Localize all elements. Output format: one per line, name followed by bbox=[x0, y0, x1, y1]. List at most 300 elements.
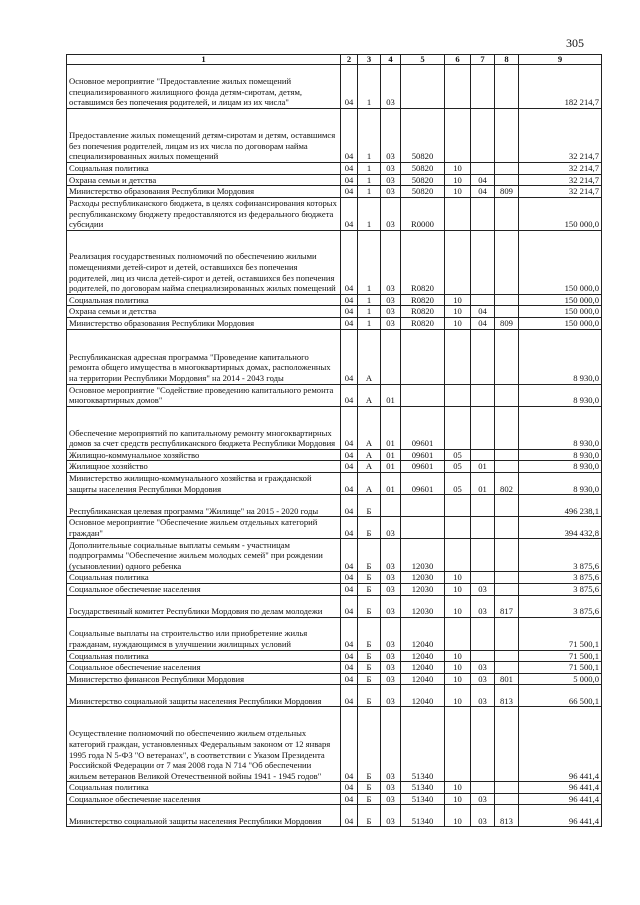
row-amount-cell: 71 500,1 bbox=[519, 662, 602, 674]
header-cell: 2 bbox=[341, 55, 358, 65]
row-code-cell bbox=[401, 329, 445, 384]
row-name-cell: Предоставление жилых помещений детям-сиротам и детям, оставшимся без попечения родителей, лицам из их числа по договорам найма специализированных жилых помещений bbox=[67, 109, 341, 163]
row-code-cell bbox=[471, 163, 495, 175]
row-code-cell: 12040 bbox=[401, 673, 445, 685]
row-code-cell: 12030 bbox=[401, 539, 445, 572]
row-code-cell: 12040 bbox=[401, 662, 445, 674]
row-code-cell: 03 bbox=[381, 685, 401, 707]
table-row bbox=[67, 197, 602, 230]
table-row bbox=[67, 230, 602, 294]
table-row bbox=[67, 329, 602, 384]
row-code-cell bbox=[495, 662, 519, 674]
row-code-cell bbox=[495, 461, 519, 473]
row-code-cell: 03 bbox=[471, 685, 495, 707]
row-code-cell: 05 bbox=[445, 472, 471, 494]
row-code-cell bbox=[495, 65, 519, 109]
budget-table bbox=[66, 54, 602, 827]
row-code-cell: 09601 bbox=[401, 449, 445, 461]
row-code-cell: 01 bbox=[381, 449, 401, 461]
row-code-cell bbox=[401, 65, 445, 109]
row-amount-cell: 182 214,7 bbox=[519, 65, 602, 109]
row-code-cell bbox=[495, 539, 519, 572]
row-code-cell bbox=[445, 495, 471, 517]
row-code-cell: 809 bbox=[495, 317, 519, 329]
row-code-cell bbox=[445, 230, 471, 294]
row-code-cell bbox=[495, 650, 519, 662]
table-row bbox=[67, 595, 602, 617]
row-code-cell bbox=[495, 495, 519, 517]
table-row bbox=[67, 793, 602, 805]
row-code-cell bbox=[445, 517, 471, 539]
row-code-cell: Б bbox=[358, 495, 381, 517]
row-code-cell bbox=[471, 294, 495, 306]
table-row bbox=[67, 461, 602, 473]
row-name-cell: Основное мероприятие "Предоставление жилых помещений специализированного жилищного фонда детям-сиротам, детям, оставшимся без попечения родителей, и лицам из их числа" bbox=[67, 65, 341, 109]
row-code-cell: 09601 bbox=[401, 406, 445, 449]
row-code-cell: Б bbox=[358, 662, 381, 674]
row-code-cell: 04 bbox=[341, 650, 358, 662]
row-code-cell bbox=[495, 707, 519, 782]
row-code-cell: 03 bbox=[471, 805, 495, 827]
row-code-cell: Б bbox=[358, 650, 381, 662]
row-code-cell bbox=[495, 306, 519, 318]
row-code-cell bbox=[495, 197, 519, 230]
row-code-cell: А bbox=[358, 406, 381, 449]
row-code-cell: Б bbox=[358, 595, 381, 617]
row-code-cell: 03 bbox=[381, 306, 401, 318]
row-code-cell: 03 bbox=[381, 595, 401, 617]
row-code-cell: 10 bbox=[445, 306, 471, 318]
table-row bbox=[67, 449, 602, 461]
header-cell: 9 bbox=[519, 55, 602, 65]
row-code-cell: 817 bbox=[495, 595, 519, 617]
row-code-cell bbox=[471, 495, 495, 517]
row-code-cell: 1 bbox=[358, 306, 381, 318]
header-cell: 1 bbox=[67, 55, 341, 65]
table-row bbox=[67, 707, 602, 782]
row-code-cell: 04 bbox=[341, 617, 358, 650]
row-code-cell bbox=[471, 572, 495, 584]
row-code-cell bbox=[445, 617, 471, 650]
row-code-cell: 04 bbox=[471, 306, 495, 318]
row-code-cell: 01 bbox=[381, 461, 401, 473]
row-name-cell: Социальное обеспечение населения bbox=[67, 793, 341, 805]
row-amount-cell: 32 214,7 bbox=[519, 186, 602, 198]
row-code-cell: 1 bbox=[358, 174, 381, 186]
row-code-cell: 1 bbox=[358, 317, 381, 329]
row-code-cell: 03 bbox=[381, 572, 401, 584]
row-amount-cell: 3 875,6 bbox=[519, 572, 602, 584]
row-amount-cell: 71 500,1 bbox=[519, 617, 602, 650]
row-code-cell: R0820 bbox=[401, 317, 445, 329]
row-amount-cell: 32 214,7 bbox=[519, 174, 602, 186]
row-name-cell: Дополнительные социальные выплаты семьям - участницам подпрограммы "Обеспечение жильем молодых семей" при рождении (усыновлении) одного ребенка bbox=[67, 539, 341, 572]
row-code-cell: 10 bbox=[445, 583, 471, 595]
row-code-cell: 50820 bbox=[401, 174, 445, 186]
row-code-cell: 04 bbox=[341, 583, 358, 595]
row-amount-cell: 32 214,7 bbox=[519, 163, 602, 175]
row-code-cell: Б bbox=[358, 572, 381, 584]
row-name-cell: Социальные выплаты на строительство или приобретение жилья гражданам, нуждающимся в улучшении жилищных условий bbox=[67, 617, 341, 650]
row-code-cell: 1 bbox=[358, 197, 381, 230]
row-code-cell: 51340 bbox=[401, 805, 445, 827]
row-code-cell: 04 bbox=[341, 449, 358, 461]
row-code-cell: Б bbox=[358, 805, 381, 827]
row-code-cell: 1 bbox=[358, 230, 381, 294]
table-row bbox=[67, 572, 602, 584]
row-code-cell: 04 bbox=[341, 306, 358, 318]
row-code-cell: 04 bbox=[341, 461, 358, 473]
row-code-cell bbox=[471, 782, 495, 794]
row-code-cell: 50820 bbox=[401, 109, 445, 163]
row-code-cell: 809 bbox=[495, 186, 519, 198]
row-code-cell bbox=[445, 329, 471, 384]
row-code-cell: 1 bbox=[358, 163, 381, 175]
table-row bbox=[67, 294, 602, 306]
row-code-cell: 04 bbox=[341, 495, 358, 517]
row-code-cell bbox=[471, 617, 495, 650]
row-name-cell: Республиканская целевая программа "Жилище" на 2015 - 2020 годы bbox=[67, 495, 341, 517]
row-code-cell: 03 bbox=[381, 583, 401, 595]
row-code-cell: 04 bbox=[341, 793, 358, 805]
row-code-cell: 51340 bbox=[401, 782, 445, 794]
row-code-cell: 03 bbox=[381, 197, 401, 230]
row-code-cell: 813 bbox=[495, 805, 519, 827]
row-name-cell: Социальная политика bbox=[67, 163, 341, 175]
row-code-cell: 801 bbox=[495, 673, 519, 685]
header-cell: 5 bbox=[401, 55, 445, 65]
row-code-cell: 04 bbox=[341, 406, 358, 449]
row-code-cell: R0000 bbox=[401, 197, 445, 230]
row-name-cell: Социальная политика bbox=[67, 294, 341, 306]
row-code-cell bbox=[495, 109, 519, 163]
row-code-cell bbox=[445, 406, 471, 449]
row-code-cell bbox=[381, 495, 401, 517]
row-code-cell: 03 bbox=[381, 707, 401, 782]
row-code-cell: 51340 bbox=[401, 793, 445, 805]
row-name-cell: Министерство финансов Республики Мордовия bbox=[67, 673, 341, 685]
row-amount-cell: 3 875,6 bbox=[519, 539, 602, 572]
row-code-cell: 04 bbox=[341, 163, 358, 175]
row-code-cell: 03 bbox=[381, 163, 401, 175]
row-code-cell bbox=[495, 572, 519, 584]
row-code-cell: 03 bbox=[381, 65, 401, 109]
row-code-cell: 03 bbox=[471, 595, 495, 617]
row-code-cell: 50820 bbox=[401, 186, 445, 198]
row-code-cell bbox=[401, 517, 445, 539]
row-name-cell: Реализация государственных полномочий по обеспечению жилыми помещениями детей-сирот и детей, оставшихся без попечения родителей, лиц из числа детей-сирот и детей, оставшихся без попечения родителей, по договорам найма специализированных жилых помещений bbox=[67, 230, 341, 294]
row-code-cell: А bbox=[358, 449, 381, 461]
header-cell: 7 bbox=[471, 55, 495, 65]
row-code-cell: 09601 bbox=[401, 461, 445, 473]
row-code-cell bbox=[471, 384, 495, 406]
table-row bbox=[67, 539, 602, 572]
row-code-cell: R0820 bbox=[401, 230, 445, 294]
row-code-cell: 1 bbox=[358, 65, 381, 109]
row-code-cell bbox=[471, 539, 495, 572]
row-code-cell: 1 bbox=[358, 294, 381, 306]
row-name-cell: Министерство социальной защиты населения Республики Мордовия bbox=[67, 685, 341, 707]
row-code-cell: 04 bbox=[341, 186, 358, 198]
row-name-cell: Основное мероприятие "Содействие проведению капитального ремонта многоквартирных домов" bbox=[67, 384, 341, 406]
row-code-cell bbox=[471, 449, 495, 461]
row-code-cell: 03 bbox=[471, 583, 495, 595]
row-amount-cell: 496 238,1 bbox=[519, 495, 602, 517]
row-amount-cell: 71 500,1 bbox=[519, 650, 602, 662]
header-cell: 8 bbox=[495, 55, 519, 65]
row-code-cell: 04 bbox=[341, 384, 358, 406]
table-row bbox=[67, 174, 602, 186]
row-amount-cell: 150 000,0 bbox=[519, 197, 602, 230]
row-amount-cell: 96 441,4 bbox=[519, 805, 602, 827]
row-code-cell: 04 bbox=[341, 673, 358, 685]
row-amount-cell: 8 930,0 bbox=[519, 329, 602, 384]
row-code-cell: 04 bbox=[341, 317, 358, 329]
row-name-cell: Республиканская адресная программа "Проведение капитального ремонта общего имущества в многоквартирных домах, расположенных на территории Республики Мордовия" на 2014 - 2043 годы bbox=[67, 329, 341, 384]
row-code-cell: 03 bbox=[381, 539, 401, 572]
row-code-cell: 03 bbox=[381, 186, 401, 198]
table-row bbox=[67, 673, 602, 685]
row-code-cell: 03 bbox=[381, 617, 401, 650]
row-code-cell bbox=[471, 329, 495, 384]
row-code-cell bbox=[471, 406, 495, 449]
row-code-cell: Б bbox=[358, 793, 381, 805]
row-code-cell: Б bbox=[358, 782, 381, 794]
row-code-cell: 12040 bbox=[401, 650, 445, 662]
row-name-cell: Министерство образования Республики Мордовия bbox=[67, 186, 341, 198]
row-code-cell: 04 bbox=[341, 572, 358, 584]
row-code-cell bbox=[471, 517, 495, 539]
table-row bbox=[67, 662, 602, 674]
row-code-cell: 10 bbox=[445, 317, 471, 329]
row-code-cell bbox=[471, 650, 495, 662]
row-code-cell: 03 bbox=[381, 650, 401, 662]
row-code-cell bbox=[495, 517, 519, 539]
row-code-cell: А bbox=[358, 472, 381, 494]
row-code-cell: 05 bbox=[445, 461, 471, 473]
row-code-cell: 813 bbox=[495, 685, 519, 707]
row-name-cell: Министерство жилищно-коммунального хозяйства и гражданской защиты населения Республики Мордовия bbox=[67, 472, 341, 494]
row-code-cell: 10 bbox=[445, 673, 471, 685]
row-code-cell: 10 bbox=[445, 685, 471, 707]
row-code-cell bbox=[381, 329, 401, 384]
row-code-cell bbox=[471, 197, 495, 230]
row-code-cell: А bbox=[358, 329, 381, 384]
row-code-cell: 12030 bbox=[401, 572, 445, 584]
row-code-cell: 10 bbox=[445, 572, 471, 584]
row-code-cell bbox=[495, 294, 519, 306]
page-number: 305 bbox=[566, 36, 584, 50]
row-code-cell: 10 bbox=[445, 662, 471, 674]
row-code-cell bbox=[495, 406, 519, 449]
row-amount-cell: 394 432,8 bbox=[519, 517, 602, 539]
row-code-cell bbox=[445, 539, 471, 572]
row-code-cell: R0820 bbox=[401, 294, 445, 306]
row-code-cell bbox=[401, 495, 445, 517]
row-name-cell: Государственный комитет Республики Мордовия по делам молодежи bbox=[67, 595, 341, 617]
row-amount-cell: 8 930,0 bbox=[519, 406, 602, 449]
row-code-cell: 04 bbox=[341, 174, 358, 186]
row-name-cell: Охрана семьи и детства bbox=[67, 306, 341, 318]
row-code-cell: 03 bbox=[381, 793, 401, 805]
row-code-cell: 03 bbox=[381, 109, 401, 163]
row-code-cell: 05 bbox=[445, 449, 471, 461]
row-code-cell: 01 bbox=[381, 406, 401, 449]
row-amount-cell: 8 930,0 bbox=[519, 472, 602, 494]
row-code-cell: 03 bbox=[381, 294, 401, 306]
row-code-cell: 03 bbox=[471, 662, 495, 674]
row-code-cell: 50820 bbox=[401, 163, 445, 175]
row-code-cell bbox=[471, 65, 495, 109]
row-code-cell: 09601 bbox=[401, 472, 445, 494]
row-code-cell: 01 bbox=[471, 461, 495, 473]
table-row bbox=[67, 805, 602, 827]
row-amount-cell: 150 000,0 bbox=[519, 230, 602, 294]
table-row bbox=[67, 109, 602, 163]
row-code-cell: 03 bbox=[381, 673, 401, 685]
row-code-cell: 04 bbox=[341, 805, 358, 827]
row-code-cell: 1 bbox=[358, 186, 381, 198]
row-code-cell: 03 bbox=[381, 174, 401, 186]
row-code-cell bbox=[495, 384, 519, 406]
table-row bbox=[67, 406, 602, 449]
row-code-cell: 10 bbox=[445, 294, 471, 306]
row-name-cell: Жилищно-коммунальное хозяйство bbox=[67, 449, 341, 461]
row-name-cell: Жилищное хозяйство bbox=[67, 461, 341, 473]
row-code-cell: 03 bbox=[381, 517, 401, 539]
row-code-cell: 10 bbox=[445, 186, 471, 198]
header-cell: 6 bbox=[445, 55, 471, 65]
row-code-cell: Б bbox=[358, 685, 381, 707]
row-code-cell: Б bbox=[358, 617, 381, 650]
row-code-cell: А bbox=[358, 384, 381, 406]
row-code-cell: Б bbox=[358, 583, 381, 595]
row-name-cell: Социальное обеспечение населения bbox=[67, 662, 341, 674]
row-code-cell bbox=[495, 163, 519, 175]
row-code-cell bbox=[445, 384, 471, 406]
row-name-cell: Социальное обеспечение населения bbox=[67, 583, 341, 595]
row-code-cell: 04 bbox=[341, 782, 358, 794]
row-code-cell: Б bbox=[358, 517, 381, 539]
row-code-cell: Б bbox=[358, 673, 381, 685]
table-row bbox=[67, 306, 602, 318]
row-code-cell: 10 bbox=[445, 174, 471, 186]
row-amount-cell: 3 875,6 bbox=[519, 583, 602, 595]
row-name-cell: Основное мероприятие "Обеспечение жильем отдельных категорий граждан" bbox=[67, 517, 341, 539]
row-amount-cell: 96 441,4 bbox=[519, 782, 602, 794]
row-code-cell: 03 bbox=[471, 793, 495, 805]
row-code-cell: 01 bbox=[471, 472, 495, 494]
row-code-cell bbox=[445, 65, 471, 109]
row-name-cell: Социальная политика bbox=[67, 572, 341, 584]
row-code-cell: Б bbox=[358, 707, 381, 782]
row-name-cell: Обеспечение мероприятий по капитальному ремонту многоквартирных домов за счет средств республиканского бюджета Республики Мордовия bbox=[67, 406, 341, 449]
row-code-cell: 04 bbox=[341, 294, 358, 306]
table-row bbox=[67, 186, 602, 198]
row-code-cell: 10 bbox=[445, 163, 471, 175]
row-code-cell: 04 bbox=[341, 230, 358, 294]
row-code-cell bbox=[495, 230, 519, 294]
row-code-cell: 12030 bbox=[401, 595, 445, 617]
row-name-cell: Социальная политика bbox=[67, 782, 341, 794]
row-code-cell: 12040 bbox=[401, 685, 445, 707]
row-code-cell bbox=[495, 449, 519, 461]
row-code-cell bbox=[401, 384, 445, 406]
row-code-cell: 04 bbox=[341, 662, 358, 674]
table-row bbox=[67, 685, 602, 707]
row-code-cell: 10 bbox=[445, 793, 471, 805]
row-code-cell: R0820 bbox=[401, 306, 445, 318]
table-row bbox=[67, 65, 602, 109]
row-code-cell bbox=[495, 617, 519, 650]
row-code-cell: 04 bbox=[341, 707, 358, 782]
row-code-cell: 12040 bbox=[401, 617, 445, 650]
row-name-cell: Министерство образования Республики Мордовия bbox=[67, 317, 341, 329]
row-code-cell: 04 bbox=[341, 539, 358, 572]
row-amount-cell: 5 000,0 bbox=[519, 673, 602, 685]
row-amount-cell: 96 441,4 bbox=[519, 707, 602, 782]
row-amount-cell: 8 930,0 bbox=[519, 449, 602, 461]
row-name-cell: Осуществление полномочий по обеспечению жильем отдельных категорий граждан, установленных Федеральным законом от 12 января 1995 года N 5-ФЗ "О ветеранах", в соответствии с Указом Президента Российской Федерации от 7 мая 2008 года N 714 "Об обеспечении жильем ветеранов Великой Отечественной войны 1941 - 1945 годов" bbox=[67, 707, 341, 782]
row-code-cell: 04 bbox=[341, 517, 358, 539]
header-cell: 4 bbox=[381, 55, 401, 65]
row-code-cell: 04 bbox=[471, 317, 495, 329]
row-code-cell: 04 bbox=[341, 109, 358, 163]
table-row bbox=[67, 317, 602, 329]
row-name-cell: Охрана семьи и детства bbox=[67, 174, 341, 186]
row-code-cell: 03 bbox=[381, 230, 401, 294]
table-row bbox=[67, 163, 602, 175]
row-code-cell: 04 bbox=[341, 197, 358, 230]
row-amount-cell: 8 930,0 bbox=[519, 461, 602, 473]
row-code-cell: 01 bbox=[381, 472, 401, 494]
row-code-cell: 802 bbox=[495, 472, 519, 494]
row-name-cell: Социальная политика bbox=[67, 650, 341, 662]
row-code-cell: 01 bbox=[381, 384, 401, 406]
table-row bbox=[67, 495, 602, 517]
row-amount-cell: 66 500,1 bbox=[519, 685, 602, 707]
row-code-cell: 04 bbox=[471, 174, 495, 186]
table-row bbox=[67, 650, 602, 662]
row-code-cell: 10 bbox=[445, 782, 471, 794]
table-row bbox=[67, 617, 602, 650]
table-row bbox=[67, 472, 602, 494]
row-amount-cell: 150 000,0 bbox=[519, 306, 602, 318]
row-code-cell: 04 bbox=[341, 472, 358, 494]
row-amount-cell: 150 000,0 bbox=[519, 294, 602, 306]
row-code-cell bbox=[495, 583, 519, 595]
row-code-cell: 04 bbox=[341, 685, 358, 707]
row-code-cell: 03 bbox=[381, 662, 401, 674]
row-code-cell bbox=[495, 793, 519, 805]
row-amount-cell: 32 214,7 bbox=[519, 109, 602, 163]
row-code-cell bbox=[471, 109, 495, 163]
table-row bbox=[67, 517, 602, 539]
row-code-cell: 12030 bbox=[401, 583, 445, 595]
row-code-cell: 03 bbox=[471, 673, 495, 685]
row-code-cell bbox=[495, 329, 519, 384]
row-code-cell bbox=[471, 230, 495, 294]
row-code-cell: 1 bbox=[358, 109, 381, 163]
row-code-cell bbox=[471, 707, 495, 782]
row-code-cell bbox=[495, 782, 519, 794]
row-code-cell: 04 bbox=[341, 595, 358, 617]
row-name-cell: Министерство социальной защиты населения Республики Мордовия bbox=[67, 805, 341, 827]
row-code-cell: 03 bbox=[381, 782, 401, 794]
row-code-cell: 10 bbox=[445, 595, 471, 617]
row-amount-cell: 150 000,0 bbox=[519, 317, 602, 329]
header-cell: 3 bbox=[358, 55, 381, 65]
